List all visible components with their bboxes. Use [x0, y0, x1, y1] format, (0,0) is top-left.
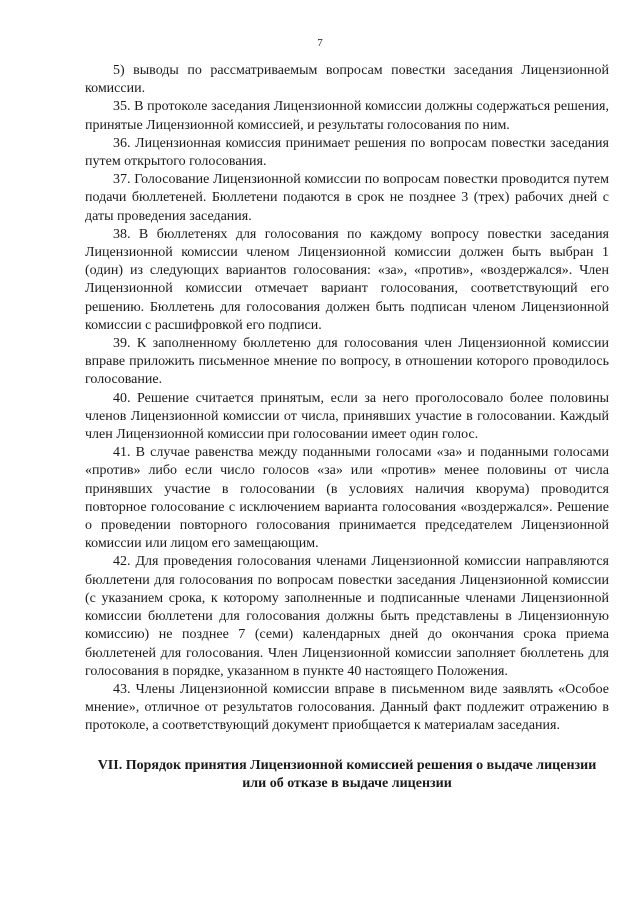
document-body: [85, 62, 609, 793]
paragraph-36: 36. Лицензионная комиссия принимает решения по вопросам повестки заседания путем открытого голосования.: [85, 135, 609, 170]
paragraph-38: 38. В бюллетенях для голосования по каждому вопросу повестки заседания Лицензионной комиссии членом Лицензионной комиссии должен быть выбран 1 (один) из следующих вариантов голосования: «за», «против», «воздержался». Член Лицензионной комиссии отмечает вариант голосования, соответствующий его решению. Бюллетень для голосования должен быть подписан членом Лицензионной комиссии с расшифровкой его подписи.: [85, 226, 609, 333]
paragraph-item-5: 5) выводы по рассматриваемым вопросам повестки заседания Лицензионной комиссии.: [85, 63, 609, 97]
paragraph-43: 43. Члены Лицензионной комиссии вправе в письменном виде заявлять «Особое мнение», отличное от результатов голосования. Данный факт подлежит отражению в протоколе, а соответствующий документ приобщается к материалам заседания.: [85, 681, 609, 734]
paragraph-35: 35. В протоколе заседания Лицензионной комиссии должны содержаться решения, принятые Лицензионной комиссией, и результаты голосования по ним.: [85, 99, 609, 133]
paragraph-40: 40. Решение считается принятым, если за него проголосовало более половины членов Лицензионной комиссии от числа, принявших участие в голосовании. Каждый член Лицензионной комиссии при голосовании имеет один голос.: [85, 390, 609, 443]
section-heading: VII. Порядок принятия Лицензионной комиссией решения о выдаче лицензии или об отказе в выдаче лицензии: [97, 757, 597, 791]
paragraph-41: 41. В случае равенства между поданными голосами «за» и поданными голосами «против» либо если число голосов «за» или «против» менее половины от числа принявших участие в голосовании (в условиях наличия кворума) проводится повторное голосование с исключением варианта голосования «воздержался». Решение о проведении повторного голосования принимается председателем Лицензионной комиссии или лицом его замещающим.: [85, 445, 609, 552]
page-number: 7: [317, 37, 323, 49]
paragraph-37: 37. Голосование Лицензионной комиссии по вопросам повестки проводится путем подачи бюллетеней. Бюллетени подаются в срок не позднее 3 (трех) рабочих дней с даты проведения заседания.: [85, 172, 609, 224]
paragraph-39: 39. К заполненному бюллетеню для голосования член Лицензионной комиссии вправе приложить письменное мнение по вопросу, в отношении которого проводилось голосование.: [85, 336, 609, 388]
paragraph-42: 42. Для проведения голосования членами Лицензионной комиссии направляются бюллетени для голосования по вопросам повестки заседания Лицензионной комиссии (с указанием срока, к которому заполненные и подписанные членами Лицензионной комиссии бюллетени для голосования должны быть представлены в Лицензионную комиссию) не позднее 7 (семи) календарных дней до окончания срока приема бюллетеней для голосования. Член Лицензионной комиссии заполняет бюллетень для голосования в порядке, указанном в пункте 40 настоящего Положения.: [85, 554, 609, 679]
